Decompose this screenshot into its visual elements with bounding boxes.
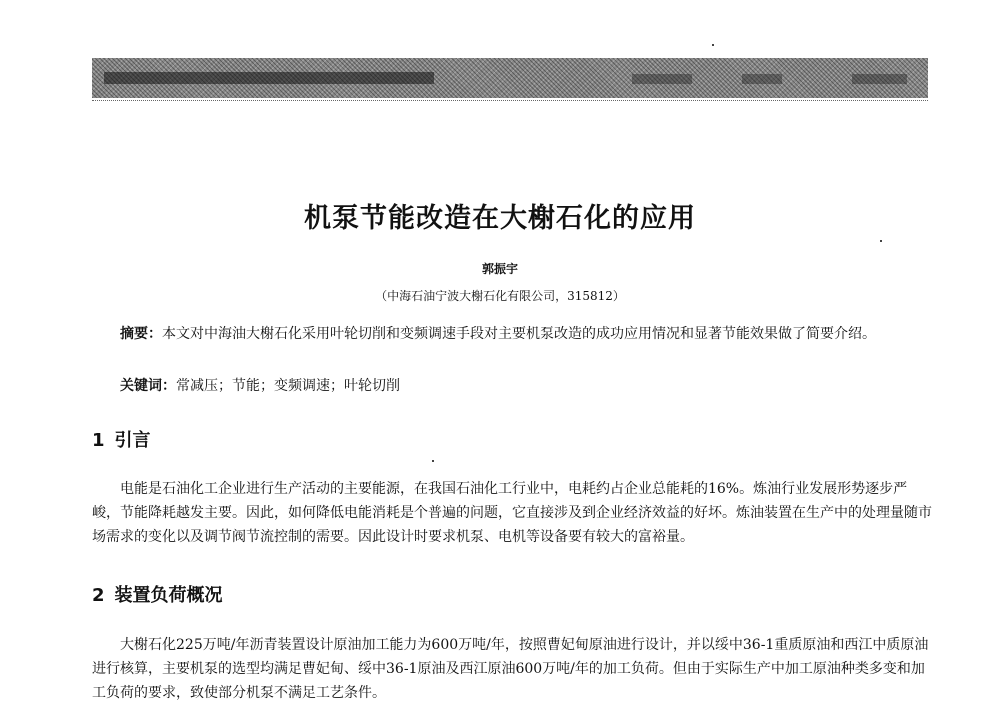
- abstract-label: 摘要：: [120, 326, 162, 342]
- header-rule: [92, 100, 928, 101]
- section-2-number: 2: [92, 585, 105, 606]
- keywords-text: 常减压；节能；变频调速；叶轮切削: [176, 378, 400, 394]
- abstract-text: 本文对中海油大榭石化采用叶轮切削和变频调速手段对主要机泵改造的成功应用情况和显著节能效果做了简要介绍。: [162, 326, 876, 342]
- keywords: [92, 374, 932, 398]
- keywords-label: 关键词：: [120, 378, 176, 394]
- scan-speck: [880, 240, 882, 242]
- paper-affiliation: （中海石油宁波大榭石化有限公司，315812）: [375, 289, 625, 303]
- section-1-title: 引言: [114, 430, 151, 451]
- header-scan-blot: [852, 74, 907, 84]
- section-2-title: 装置负荷概况: [114, 585, 223, 606]
- scan-speck: [712, 44, 714, 46]
- section-1-body: 电能是石油化工企业进行生产活动的主要能源，在我国石油化工行业中，电耗约占企业总能耗的16%。炼油行业发展形势逐步严峻，节能降耗越发主要。因此，如何降低电能消耗是个普遍的问题，它直接涉及到企业经济效益的好坏。炼油装置在生产中的处理量随市场需求的变化以及调节阀节流控制的需要。因此设计时要求机泵、电机等设备要有较大的富裕量。: [92, 481, 932, 545]
- section-2-heading: [92, 581, 223, 607]
- abstract: [92, 322, 932, 346]
- header-scan-blot: [742, 74, 782, 84]
- section-1-number: 1: [92, 430, 105, 451]
- scan-speck: [432, 460, 434, 462]
- journal-header-band: [92, 58, 928, 98]
- header-scan-shade: [104, 72, 434, 84]
- paper-author: 郭振宇: [481, 262, 518, 276]
- header-scan-blot: [632, 74, 692, 84]
- section-2-body: 大榭石化225万吨/年沥青装置设计原油加工能力为600万吨/年，按照曹妃甸原油进行设计，并以绥中36-1重质原油和西江中质原油进行核算，主要机泵的选型均满足曹妃甸、绥中36-1原油及西江原油600万吨/年的加工负荷。但由于实际生产中加工原油种类多变和加工负荷的要求，致使部分机泵不满足工艺条件。: [92, 637, 929, 701]
- paper-title: 机泵节能改造在大榭石化的应用: [304, 203, 696, 234]
- section-1-heading: [92, 426, 151, 452]
